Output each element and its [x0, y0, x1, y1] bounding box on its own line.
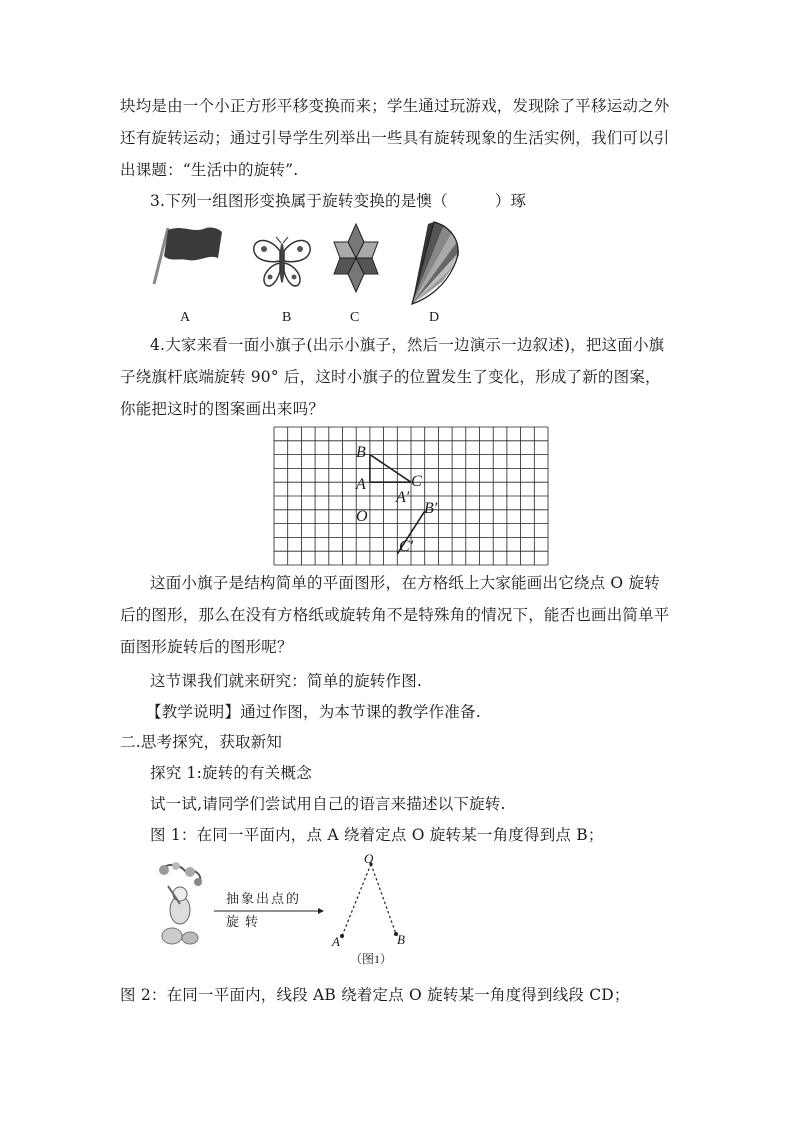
subsection-heading: 探究 1:旋转的有关概念: [150, 764, 312, 782]
teaching-note: 【教学说明】通过作图，为本节课的教学作准备.: [146, 703, 481, 721]
grid-label-c-prime: C′: [399, 538, 414, 555]
text-line: 后的图形，那么在没有方格纸或旋转角不是特殊角的情况下，能否也画出简单平: [120, 606, 670, 624]
figure-1-label-a: A: [332, 934, 340, 949]
option-c-label: C: [350, 310, 360, 325]
text-line: 块均是由一个小正方形平移变换而来；学生通过玩游戏，发现除了平移运动之外: [120, 97, 670, 115]
option-d-label: D: [429, 310, 440, 325]
text-line: 试一试,请同学们尝试用自己的语言来描述以下旋转.: [150, 795, 506, 813]
figure-1-label-o: O: [364, 851, 374, 866]
grid-label-o: O: [356, 508, 368, 525]
grid-label-a-prime: A′: [396, 489, 410, 506]
rotation-diagram: [330, 850, 420, 950]
text-line: 面图形旋转后的图形呢？: [120, 638, 293, 656]
fan-image: [404, 220, 464, 308]
text-line: 还有旋转运动；通过引导学生列举出一些具有旋转现象的生活实例，我们可以引: [120, 129, 670, 147]
question-3: 3.下列一组图形变换属于旋转变换的是懊（ ）琢: [150, 192, 527, 210]
question-4-line: 4.大家来看一面小旗子(出示小旗子，然后一边演示一边叙述)，把这面小旗: [150, 336, 665, 354]
option-b-label: B: [282, 310, 292, 325]
option-a-label: A: [180, 310, 191, 325]
text-line: 出课题：“生活中的旋转”.: [120, 161, 299, 179]
grid-label-b-prime: B′: [424, 500, 438, 517]
text-line: 图 2：在同一平面内，线段 AB 绕着定点 O 旋转某一角度得到线段 CD；: [120, 986, 630, 1004]
grid-label-a: A: [356, 476, 366, 493]
butterfly-image: [250, 235, 314, 291]
question-4-line: 子绕旗杆底端旋转 90° 后，这时小旗子的位置发生了变化，形成了新的图案，: [120, 368, 661, 386]
figure-1-label-b: B: [397, 932, 405, 947]
arrow-caption-1: 抽象出点的: [226, 891, 302, 906]
section-heading: 二.思考探究，获取新知: [120, 733, 283, 751]
figure-1-illustration: [150, 860, 210, 950]
grid-label-c: C: [411, 473, 422, 490]
grid-label-b: B: [356, 444, 366, 461]
hexagram-image: [332, 222, 380, 294]
text-line: 图 1：在同一平面内，点 A 绕着定点 O 旋转某一角度得到点 B；: [150, 826, 604, 844]
text-line: 这面小旗子是结构简单的平面图形，在方格纸上大家能画出它绕点 O 旋转: [150, 574, 660, 592]
figure-1-caption: （图1）: [350, 952, 393, 966]
question-4-line: 你能把这时的图案画出来吗？: [120, 400, 325, 418]
arrow-caption-2: 旋转: [226, 914, 265, 929]
text-line: 这节课我们就来研究：简单的旋转作图.: [150, 672, 423, 690]
flag-image: [148, 222, 228, 288]
